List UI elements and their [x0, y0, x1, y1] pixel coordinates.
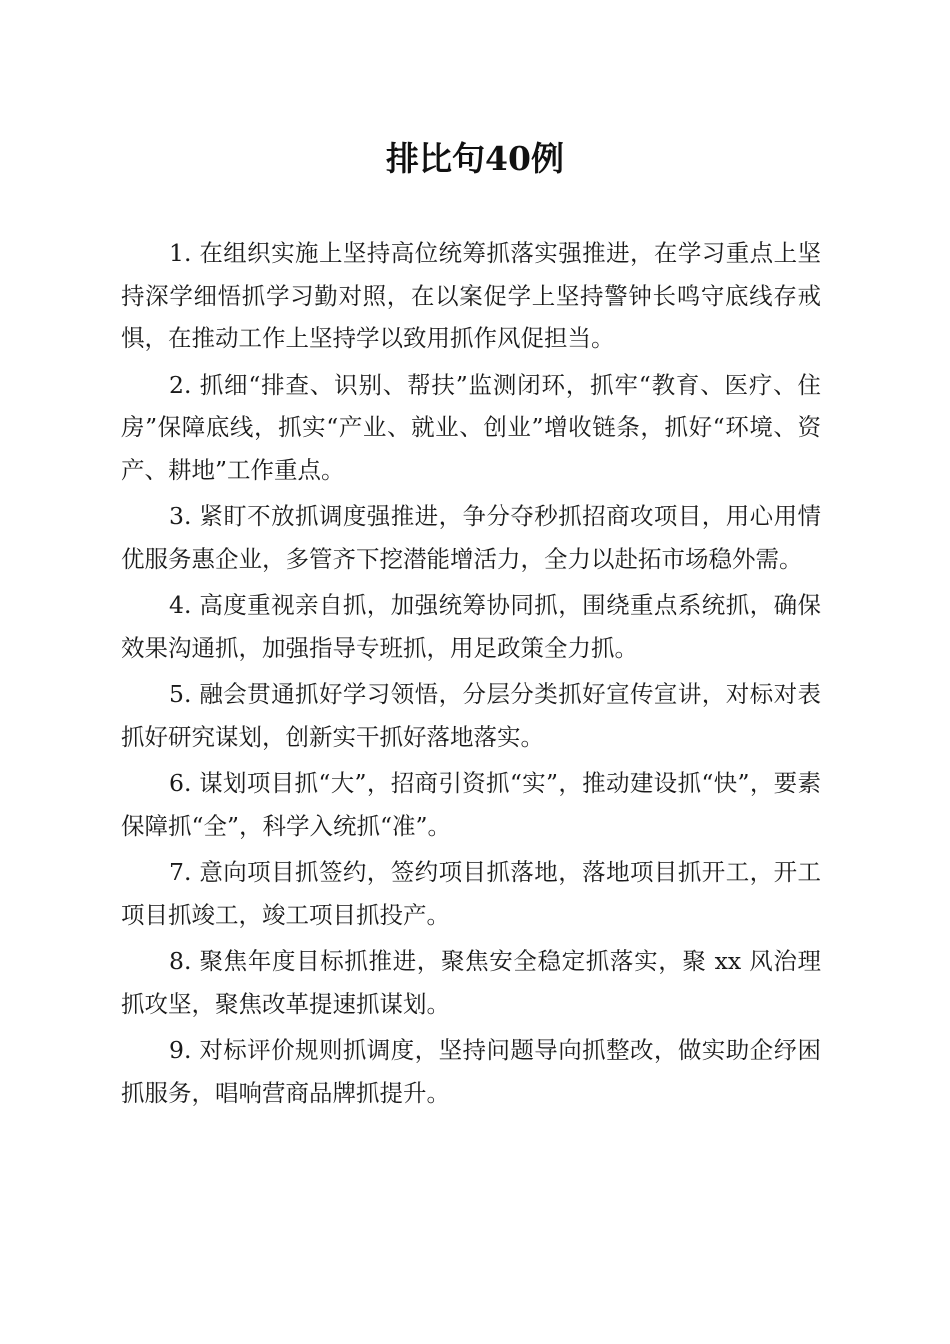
paragraph-1: 1. 在组织实施上坚持高位统筹抓落实强推进，在学习重点上坚持深学细悟抓学习勤对照，在以案促学上坚持警钟长鸣守底线存戒惧，在推动工作上坚持学以致用抓作风促担当。: [121, 239, 821, 352]
paragraph-6: 6. 谋划项目抓“大”，招商引资抓“实”，推动建设抓“快”，要素保障抓“全”，科学入统抓“准”。: [121, 769, 821, 840]
document-body: [121, 232, 821, 1118]
paragraph-2: 2. 抓细“排查、识别、帮扶”监测闭环，抓牢“教育、医疗、住房”保障底线，抓实“产业、就业、创业”增收链条，抓好“环境、资产、耕地”工作重点。: [121, 370, 821, 484]
paragraph-3: 3. 紧盯不放抓调度强推进，争分夺秒抓招商攻项目，用心用情优服务惠企业，多管齐下挖潜能增活力，全力以赴拓市场稳外需。: [121, 502, 821, 573]
document-title: 排比句40例: [386, 139, 564, 178]
paragraph-9: 9. 对标评价规则抓调度，坚持问题导向抓整改，做实助企纾困抓服务，唱响营商品牌抓提升。: [121, 1036, 821, 1107]
paragraph-8: 8. 聚焦年度目标抓推进，聚焦安全稳定抓落实，聚 xx 风治理抓攻坚，聚焦改革提速抓谋划。: [121, 947, 821, 1018]
paragraph-7: 7. 意向项目抓签约，签约项目抓落地，落地项目抓开工，开工项目抓竣工，竣工项目抓投产。: [121, 858, 821, 929]
paragraph-4: 4. 高度重视亲自抓，加强统筹协同抓，围绕重点系统抓，确保效果沟通抓，加强指导专班抓，用足政策全力抓。: [121, 591, 821, 662]
paragraph-5: 5. 融会贯通抓好学习领悟，分层分类抓好宣传宣讲，对标对表抓好研究谋划，创新实干抓好落地落实。: [121, 680, 821, 751]
